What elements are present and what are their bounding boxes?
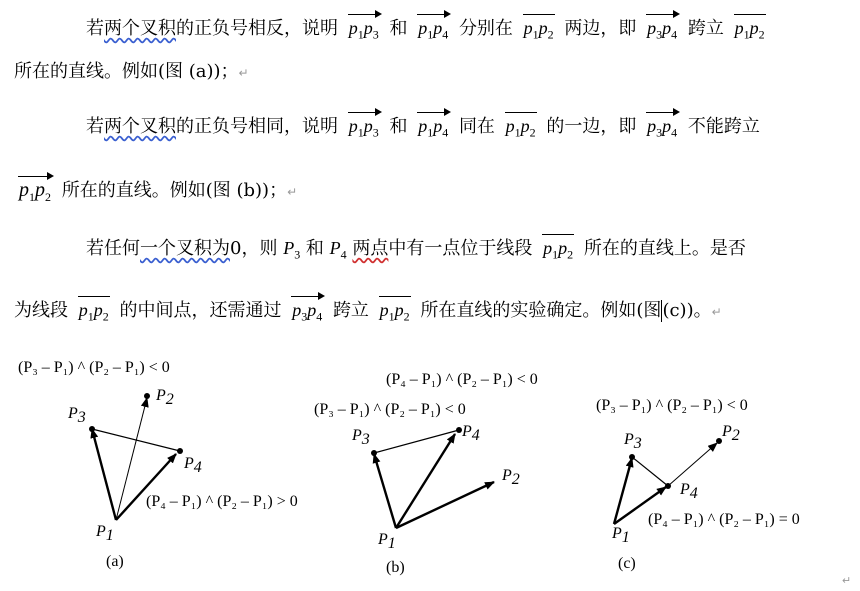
segment-p1p2: $p_1p_2$ xyxy=(540,234,576,267)
figure-panels xyxy=(0,340,860,591)
segment-p1p2: $p_1p_2$ xyxy=(503,112,539,145)
label-p2: P2 xyxy=(502,467,520,488)
label-p4: P4 xyxy=(462,423,480,444)
figure-b xyxy=(314,371,538,576)
arrow-p1-p4 xyxy=(116,454,176,520)
paragraph-mark-icon: ↵ xyxy=(287,185,298,199)
paragraph-mark-icon: ↵ xyxy=(711,305,722,319)
para2-line1: 若两个叉积的正负号相同，说明 $p_1p_3$ 和 $p_1p_4$ 同在 $p_1p_2$ 的一边，即 $p_3p_4$ 不能跨立 xyxy=(86,112,760,145)
label-p3: P3 xyxy=(624,431,642,452)
para1-line1: 若两个叉积的正负号相反，说明 $p_1p_3$ 和 $p_1p_4$ 分别在 $p_1p_2$ 两边，即 $p_3p_4$ 跨立 $p_1p_2$ xyxy=(86,14,770,47)
label-p4: P4 xyxy=(184,455,202,476)
label-p2: P2 xyxy=(722,423,740,444)
spell-underline-red: 两点 xyxy=(352,238,389,259)
vector-p1p3: $p_1p_3$ xyxy=(346,112,382,145)
paragraph-mark-icon: ↵ xyxy=(238,66,249,80)
caption-c: (c) xyxy=(618,555,636,572)
para3-line1: 若任何一个叉积为0，则 $P_3$ 和 $P_4$ 两点中有一点位于线段 $p_1p_2$ 所在的直线上。是否 xyxy=(86,234,746,267)
spell-underline: 两个叉积 xyxy=(104,18,176,39)
segment-p3-p4 xyxy=(92,429,180,451)
label-p2: P2 xyxy=(156,387,174,408)
vector-p1p4: $p_1p_4$ xyxy=(415,14,451,47)
figure-a xyxy=(18,359,298,570)
arrow-p1-p3 xyxy=(92,429,116,520)
label-p3: P3 xyxy=(352,427,370,448)
para3-line2: 为线段 $p_1p_2$ 的中间点，还需通过 $p_3p_4$ 跨立 $p_1p_2$ 所在直线的实验确定。例如(图(c))。↵ xyxy=(14,296,722,329)
formula-c-top: (P₃ – P₁) ^ (P₂ – P₁) < 0 xyxy=(596,397,748,414)
spell-underline: 两个叉积 xyxy=(104,116,176,137)
formula-a-top: (P₃ – P₁) ^ (P₂ – P₁) < 0 xyxy=(18,359,170,376)
segment-p1p2: $p_1p_2$ xyxy=(732,14,768,47)
formula-a-bottom: (P₄ – P₁) ^ (P₂ – P₁) > 0 xyxy=(146,493,298,510)
end-mark-icon: ↵ xyxy=(842,575,852,587)
segment-p1p2: $p_1p_2$ xyxy=(377,296,413,329)
label-p4: P4 xyxy=(680,481,698,502)
formula-c-bottom: (P₄ – P₁) ^ (P₂ – P₁) = 0 xyxy=(648,511,800,528)
spell-underline: 一个叉积为 xyxy=(140,238,230,259)
vector-p1p4: $p_1p_4$ xyxy=(415,112,451,145)
vector-p3p4: $p_3p_4$ xyxy=(289,296,325,329)
vector-p3p4: $p_3p_4$ xyxy=(644,14,680,47)
segment-p1p2: $p_1p_2$ xyxy=(76,296,112,329)
vector-p1p3: $p_1p_3$ xyxy=(346,14,382,47)
formula-b-mid: (P₃ – P₁) ^ (P₂ – P₁) < 0 xyxy=(314,401,466,418)
para1-line2: 所在的直线。例如(图 (a))；↵ xyxy=(14,61,249,82)
label-p1: P1 xyxy=(612,525,630,546)
vector-p1p2: $p_1p_2$ xyxy=(16,176,54,209)
vector-p3p4: $p_3p_4$ xyxy=(644,112,680,145)
label-p1: P1 xyxy=(378,531,396,552)
caption-b: (b) xyxy=(386,559,405,576)
label-p3: P3 xyxy=(68,405,86,426)
figure-c xyxy=(596,397,800,572)
formula-b-top: (P₄ – P₁) ^ (P₂ – P₁) < 0 xyxy=(386,371,538,388)
para2-line2: $p_1p_2$ 所在的直线。例如(图 (b))；↵ xyxy=(14,176,297,209)
label-p1: P1 xyxy=(96,523,114,544)
segment-p1p2: $p_1p_2$ xyxy=(521,14,557,47)
caption-a: (a) xyxy=(106,553,124,570)
